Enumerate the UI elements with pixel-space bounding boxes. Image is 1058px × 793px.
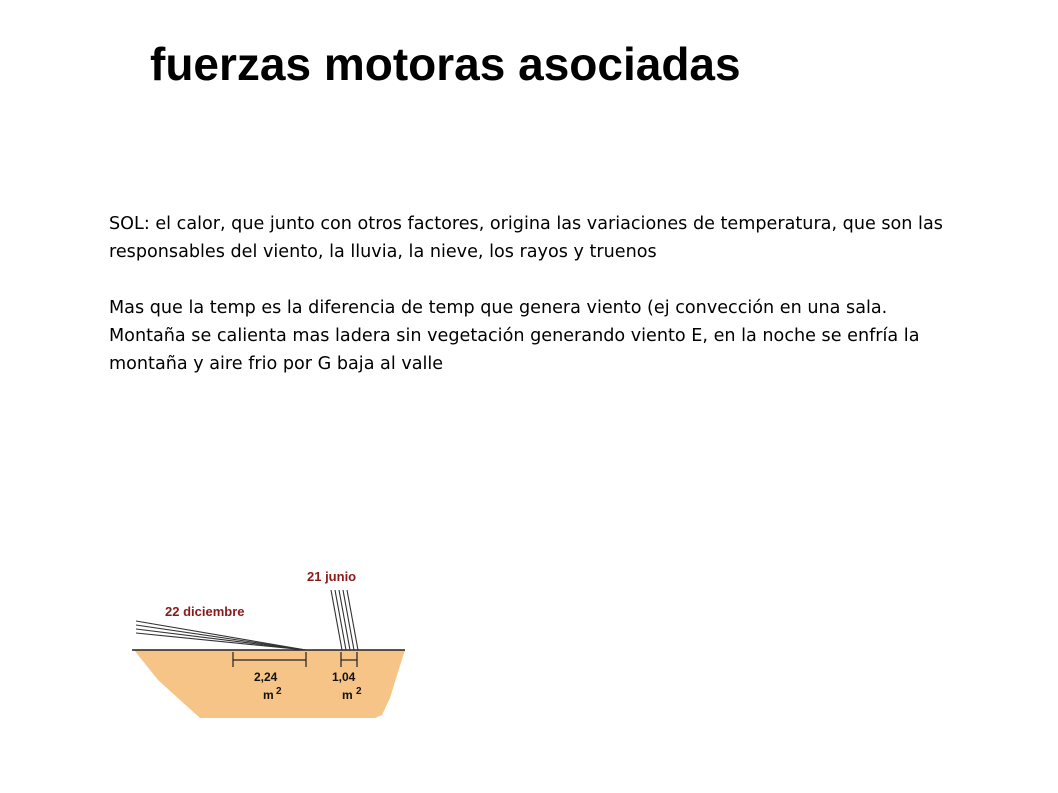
slide-title: fuerzas motoras asociadas — [150, 38, 741, 90]
june-label: 21 junio — [307, 569, 357, 584]
june-rays — [331, 590, 358, 650]
december-area-value: 2,24 — [254, 670, 278, 684]
paragraph-spacer — [109, 266, 969, 294]
december-label: 22 diciembre — [165, 604, 245, 619]
paragraph-temperature-difference: Mas que la temp es la diferencia de temp que genera viento (ej convección en una sala. — [109, 298, 888, 318]
december-area-exponent: 2 — [276, 686, 282, 697]
december-rays — [136, 621, 306, 650]
june-area-value: 1,04 — [332, 670, 356, 684]
december-area-unit: m — [263, 688, 274, 702]
paragraph-mountain: Montaña se calienta mas ladera sin vegetación generando viento E, en la noche se enfría la montaña y aire frio por G baja al valle — [109, 326, 920, 374]
june-area-exponent: 2 — [356, 686, 362, 697]
paragraph-sol: SOL: el calor, que junto con otros factores, origina las variaciones de temperatura, que son las responsables del viento, la lluvia, la nieve, los rayos y truenos — [109, 214, 943, 262]
body-text — [109, 210, 969, 378]
june-area-unit: m — [342, 688, 353, 702]
solstice-diagram-svg — [120, 560, 420, 740]
solstice-diagram — [120, 560, 420, 745]
